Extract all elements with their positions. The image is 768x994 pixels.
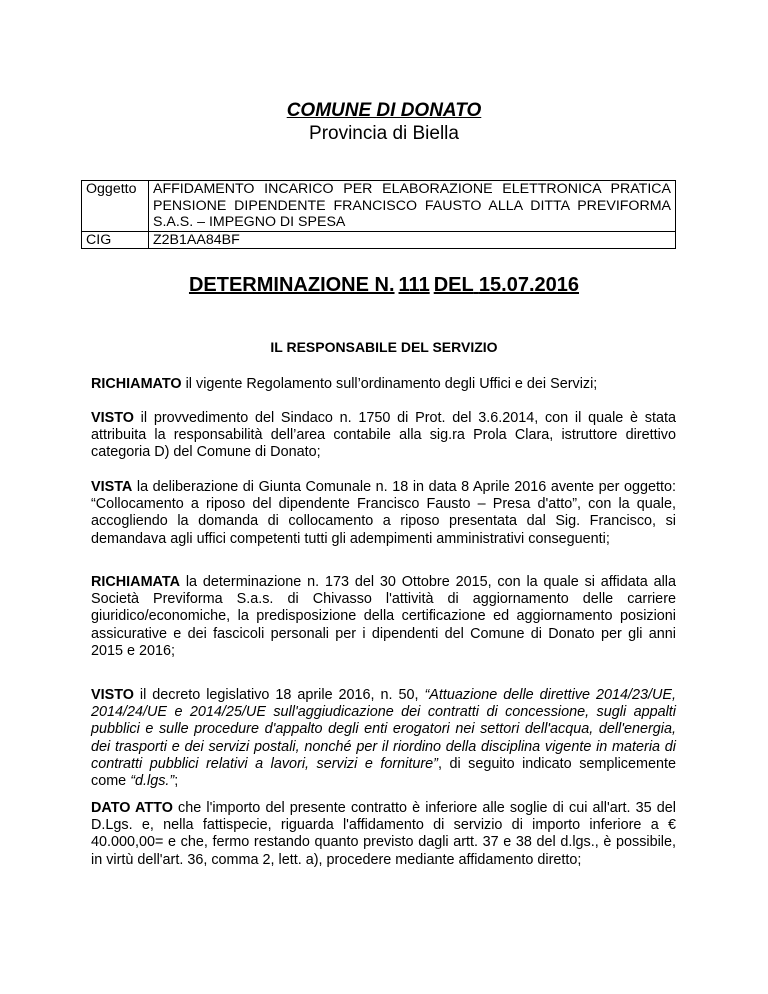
paragraph-vista-deliberazione xyxy=(91,479,676,548)
paragraph-text: che l'importo del presente contratto è inferiore alle soglie di cui all'art. 35 del D.Lgs. e, nella fattispecie, riguarda l'affidamento di servizio di importo inferiore a € 40.000,00= e che, fermo restando quanto previsto dagli artt. 37 e 38 del d.lgs., è possibile, in virtù dell'art. 36, comma 2, lett. a), procedere mediante affidamento diretto; xyxy=(91,800,676,868)
paragraph-text: ; xyxy=(174,773,179,790)
paragraph-visto-decreto xyxy=(91,687,676,790)
paragraph-visto-provvedimento xyxy=(91,410,676,462)
decree-title: “Attuazione delle direttive 2014/23/UE, 2014/24/UE e 2014/25/UE sull'aggiudicazione dei contratti di concessione, sugli appalti pubblici e sulle procedure d'appalto degli enti erogatori nei settori dell'acqua, dell'energia, dei trasporti e dei servizi postali, nonché per il riordino della disciplina vigente in materia di contratti pubblici relativi a lavori, servizi e forniture” xyxy=(91,687,676,772)
oggetto-label: Oggetto xyxy=(82,181,149,232)
determinazione-prefix: DETERMINAZIONE N. xyxy=(188,274,395,296)
provincia-subtitle: Provincia di Biella xyxy=(309,123,459,144)
oggetto-row xyxy=(82,181,676,232)
cig-row xyxy=(82,231,676,249)
paragraph-text: la deliberazione di Giunta Comunale n. 18 in data 8 Aprile 2016 avente per oggetto: “Collocamento a riposo del dipendente Francisco Fausto – Presa d'atto”, con la quale, accogliendo la domanda di collocamento a riposo presentata dal Sig. Francisco, si demandava agli uffici competenti tutti gli adempimenti amministrativi conseguenti; xyxy=(91,479,676,547)
paragraph-keyword: VISTO xyxy=(91,687,134,703)
paragraph-keyword: VISTO xyxy=(91,410,134,426)
paragraph-richiamata-determinazione xyxy=(91,574,676,660)
cig-label: CIG xyxy=(82,231,149,249)
paragraph-dato-atto xyxy=(91,800,676,869)
determinazione-del: DEL xyxy=(433,274,474,296)
paragraph-keyword: VISTA xyxy=(91,479,133,495)
paragraph-text: la determinazione n. 173 del 30 Ottobre 2015, con la quale si affidata alla Società Previforma S.a.s. di Chivasso l'attività di aggiornamento delle carriere giuridico/economiche, la predisposizione della certificazione ed aggiornamento posizioni assicurative e dei fascicoli personali per i dipendenti del Comune di Donato per gli anni 2015 e 2016; xyxy=(91,574,676,659)
paragraph-text: , di seguito indicato semplicemente come xyxy=(91,755,676,790)
oggetto-table xyxy=(81,180,676,249)
cig-value: Z2B1AA84BF xyxy=(149,231,676,249)
paragraph-text: il provvedimento del Sindaco n. 1750 di Prot. del 3.6.2014, con il quale è stata attribuita la responsabilità dell’area contabile alla sig.ra Prola Clara, istruttore direttivo categoria D) del Comune di Donato; xyxy=(91,410,676,461)
determinazione-title xyxy=(0,273,768,297)
determinazione-number: 111 xyxy=(398,274,430,296)
comune-title: COMUNE DI DONATO xyxy=(286,100,482,121)
oggetto-value: AFFIDAMENTO INCARICO PER ELABORAZIONE ELETTRONICA PRATICA PENSIONE DIPENDENTE FRANCISCO FAUSTO ALLA DITTA PREVIFORMA S.A.S. – IMPEGNO DI SPESA xyxy=(149,181,676,232)
paragraph-keyword: RICHIAMATO xyxy=(91,376,182,392)
document-header xyxy=(0,100,768,145)
paragraph-text: il vigente Regolamento sull’ordinamento degli Uffici e dei Servizi; xyxy=(181,376,598,392)
decree-abbreviation: “d.lgs.” xyxy=(130,773,175,790)
paragraph-richiamato xyxy=(91,376,676,393)
paragraph-keyword: RICHIAMATA xyxy=(91,574,180,590)
determinazione-date: 15.07.2016 xyxy=(478,274,580,296)
responsabile-heading: IL RESPONSABILE DEL SERVIZIO xyxy=(270,339,498,355)
paragraph-keyword: DATO ATTO xyxy=(91,800,173,816)
paragraph-text: il decreto legislativo 18 aprile 2016, n. 50, xyxy=(133,687,425,703)
